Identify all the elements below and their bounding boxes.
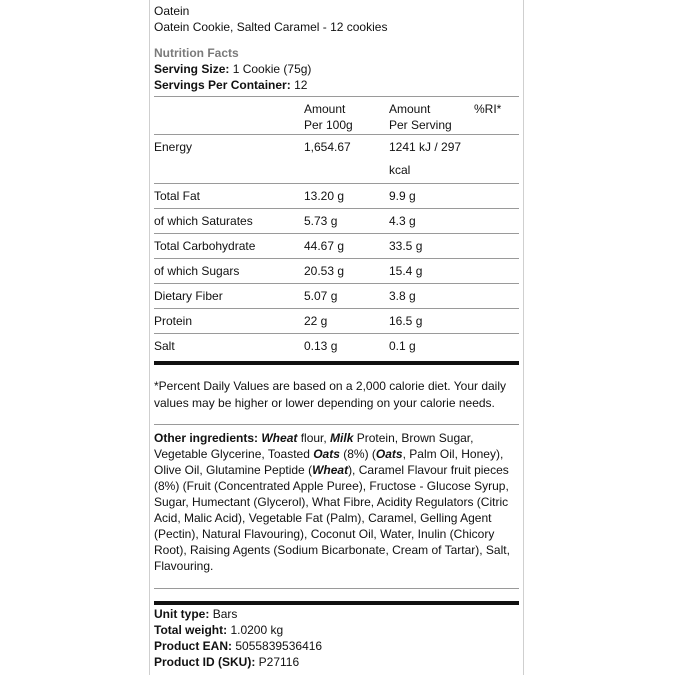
unit-type xyxy=(154,606,237,622)
product-sku xyxy=(154,654,299,670)
divider xyxy=(154,183,519,184)
divider xyxy=(154,134,519,135)
energy-perserving-line1: 1241 kJ / 297 xyxy=(389,140,462,154)
servings-per-container-label: Servings Per Container: xyxy=(154,78,291,92)
table-row-per100: 13.20 g xyxy=(304,189,345,203)
servings-per-container-value: 12 xyxy=(294,78,308,92)
divider xyxy=(154,308,519,309)
product-ean-label: Product EAN: xyxy=(154,639,232,653)
divider xyxy=(154,424,519,425)
table-row-perserving: 33.5 g xyxy=(389,239,423,253)
divider xyxy=(154,208,519,209)
product-ean-value: 5055839536416 xyxy=(235,639,323,653)
energy-per100: 1,654.67 xyxy=(304,140,351,154)
ingredient-text: Protein, Brown Sugar, Vegetable Glycerine, Toasted xyxy=(154,431,474,461)
table-row-per100: 22 g xyxy=(304,314,328,328)
daily-values-footnote: *Percent Daily Values are based on a 2,000 calorie diet. Your daily values may be higher or lower depending on your calorie needs. xyxy=(154,379,507,410)
product-name: Oatein Cookie, Salted Caramel - 12 cookies xyxy=(154,20,388,34)
unit-type-label: Unit type: xyxy=(154,607,210,621)
ingredients-body xyxy=(154,431,510,573)
brand-name: Oatein xyxy=(154,4,190,18)
ingredient-text: , Palm Oil, Honey), Olive Oil, Glutamine Peptide ( xyxy=(154,447,504,477)
table-row-perserving: 16.5 g xyxy=(389,314,423,328)
table-row-perserving: 9.9 g xyxy=(389,189,416,203)
ingredient-text: (8%) ( xyxy=(339,447,376,461)
ingredients-text xyxy=(154,430,519,574)
divider xyxy=(154,258,519,259)
divider xyxy=(154,333,519,334)
table-row-label: of which Sugars xyxy=(154,264,240,278)
nutrition-facts-title: Nutrition Facts xyxy=(154,46,239,60)
servings-per-container xyxy=(154,77,307,93)
unit-type-value: Bars xyxy=(212,607,238,621)
table-row-perserving: 15.4 g xyxy=(389,264,423,278)
product-ean xyxy=(154,638,322,654)
serving-size-value: 1 Cookie (75g) xyxy=(232,62,312,76)
total-weight xyxy=(154,622,283,638)
table-row-label: Total Carbohydrate xyxy=(154,239,256,253)
total-weight-label: Total weight: xyxy=(154,623,228,637)
table-row-label: Protein xyxy=(154,314,193,328)
product-sku-label: Product ID (SKU): xyxy=(154,655,256,669)
table-row-per100: 20.53 g xyxy=(304,264,345,278)
header-per100-line2: Per 100g xyxy=(304,118,353,132)
table-row-perserving: 3.8 g xyxy=(389,289,416,303)
header-ri: %RI* xyxy=(474,102,502,116)
ingredient-allergen: Wheat xyxy=(261,431,298,445)
table-row-per100: 0.13 g xyxy=(304,339,338,353)
table-row-per100: 5.07 g xyxy=(304,289,338,303)
table-row-label: Dietary Fiber xyxy=(154,289,223,303)
divider xyxy=(154,283,519,284)
energy-label: Energy xyxy=(154,140,193,154)
serving-size xyxy=(154,61,311,77)
table-row-per100: 5.73 g xyxy=(304,214,338,228)
divider xyxy=(154,96,519,97)
divider xyxy=(154,588,519,589)
header-perserving-line2: Per Serving xyxy=(389,118,452,132)
product-sku-value: P27116 xyxy=(258,655,300,669)
serving-size-label: Serving Size: xyxy=(154,62,230,76)
ingredient-text: flour, xyxy=(297,431,331,445)
thick-divider xyxy=(154,361,519,365)
header-perserving-line1: Amount xyxy=(389,102,431,116)
table-row-perserving: 0.1 g xyxy=(389,339,416,353)
divider xyxy=(154,233,519,234)
ingredient-allergen: Milk xyxy=(330,431,354,445)
table-row-perserving: 4.3 g xyxy=(389,214,416,228)
ingredient-allergen: Wheat xyxy=(312,463,349,477)
total-weight-value: 1.0200 kg xyxy=(230,623,284,637)
ingredients-label: Other ingredients: xyxy=(154,431,259,445)
header-per100-line1: Amount xyxy=(304,102,346,116)
table-row-label: Salt xyxy=(154,339,175,353)
table-row-label: Total Fat xyxy=(154,189,201,203)
product-info-panel xyxy=(149,0,524,675)
ingredient-allergen: Oats xyxy=(375,447,403,461)
ingredient-allergen: Oats xyxy=(313,447,340,461)
thick-divider xyxy=(154,601,519,605)
ingredient-text: ), Caramel Flavour fruit pieces (8%) (Fruit (Concentrated Apple Puree), Fructose - Glucose Syrup, Sugar, Humectant (Glycerol), What Fibre, Acidity Regulators (Citric Acid, Malic Acid), Vegetable Fat (Palm), Caramel, Gelling Agent (Pectin), Natural Flavouring), Coconut Oil, Water, Inulin (Chicory Root), Raising Agents (Sodium Bicarbonate, Cream of Tartar), Salt, Flavouring. xyxy=(154,463,510,573)
table-row-label: of which Saturates xyxy=(154,214,253,228)
table-row-per100: 44.67 g xyxy=(304,239,345,253)
energy-perserving-line2: kcal xyxy=(389,163,411,177)
